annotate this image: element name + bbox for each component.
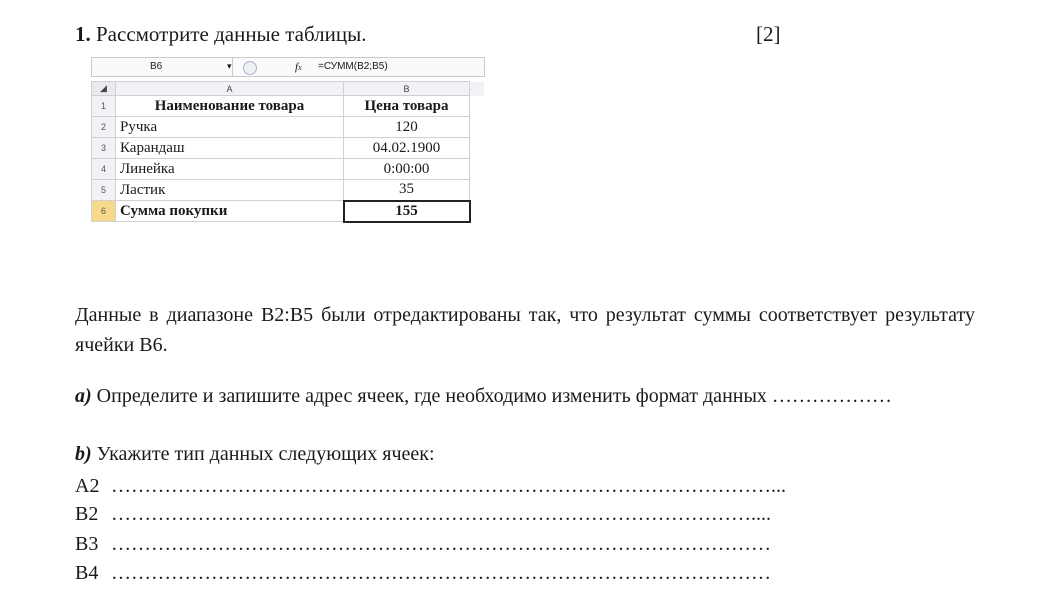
cell-c6 — [470, 201, 484, 222]
row-header[interactable]: 3 — [92, 138, 116, 159]
question-title — [75, 22, 366, 47]
row-header[interactable]: 5 — [92, 180, 116, 201]
question-b-label: b) — [75, 443, 92, 465]
answer-blank[interactable]: ……………………………………………………………………………………… — [111, 562, 771, 584]
answer-line-b2 — [75, 503, 771, 526]
cell-a4[interactable]: Линейка — [116, 159, 344, 180]
name-box[interactable] — [92, 58, 233, 76]
question-text: Рассмотрите данные таблицы. — [96, 22, 367, 46]
cell-a3[interactable]: Карандаш — [116, 138, 344, 159]
cell-c2 — [470, 117, 484, 138]
row-header[interactable]: 4 — [92, 159, 116, 180]
table-row — [92, 138, 484, 159]
table-row — [92, 201, 484, 222]
cell-b1[interactable]: Цена товара — [344, 96, 470, 117]
chevron-down-icon[interactable]: ▾ — [227, 61, 232, 71]
answer-label: B4 — [75, 562, 99, 584]
table-row — [92, 96, 484, 117]
column-header-b[interactable]: B — [344, 82, 470, 96]
cell-c5 — [470, 180, 484, 201]
formula-text[interactable]: =СУММ(B2;B5) — [318, 61, 388, 72]
cell-b4[interactable]: 0:00:00 — [344, 159, 470, 180]
question-b — [75, 443, 435, 466]
cell-c1 — [470, 96, 484, 117]
answer-label: B3 — [75, 533, 99, 555]
cell-c4 — [470, 159, 484, 180]
question-b-text: Укажите тип данных следующих ячеек: — [91, 443, 435, 465]
answer-blank[interactable]: ……………………………………………………………………………………… — [111, 533, 771, 555]
table-row — [92, 159, 484, 180]
cell-c3 — [470, 138, 484, 159]
answer-line-b3 — [75, 533, 771, 556]
table-row — [92, 180, 484, 201]
answer-line-a2 — [75, 475, 786, 498]
question-a-label: a) — [75, 385, 92, 407]
cell-a2[interactable]: Ручка — [116, 117, 344, 138]
question-a-text: Определите и запишите адрес ячеек, где необходимо изменить формат данных ……………… — [91, 385, 892, 407]
column-header-row — [92, 82, 484, 96]
cell-b2[interactable]: 120 — [344, 117, 470, 138]
column-header-a[interactable]: A — [116, 82, 344, 96]
question-a — [75, 385, 892, 408]
name-box-value: B6 — [150, 61, 163, 72]
spreadsheet-grid — [91, 81, 484, 223]
row-header[interactable]: 2 — [92, 117, 116, 138]
cell-b5[interactable]: 35 — [344, 180, 470, 201]
question-number: 1. — [75, 22, 91, 46]
column-header-c — [470, 82, 484, 96]
cell-a5[interactable]: Ластик — [116, 180, 344, 201]
row-header[interactable]: 1 — [92, 96, 116, 117]
formula-bar — [91, 57, 485, 77]
formula-button-icon[interactable] — [243, 61, 257, 75]
answer-label: A2 — [75, 475, 100, 497]
function-icon[interactable]: fx — [295, 61, 302, 73]
table-row — [92, 117, 484, 138]
row-header-selected[interactable]: 6 — [92, 201, 116, 222]
cell-b3[interactable]: 04.02.1900 — [344, 138, 470, 159]
cell-b6-active[interactable]: 155 — [344, 201, 470, 222]
answer-blank[interactable]: …………………………………………………………………………………….... — [111, 503, 771, 525]
task-paragraph: Данные в диапазоне B2:B5 были отредактированы так, что результат суммы соответствует результату ячейки B6. — [75, 304, 975, 356]
answer-label: B2 — [75, 503, 99, 525]
answer-line-b4 — [75, 562, 771, 585]
select-all-corner[interactable]: ◢ — [92, 82, 116, 96]
answer-blank[interactable]: ………………………………………………………………………………………... — [111, 475, 786, 497]
spreadsheet-snippet — [91, 52, 485, 234]
points-badge: [2] — [756, 22, 781, 46]
cell-a1[interactable]: Наименование товара — [116, 96, 344, 117]
cell-a6[interactable]: Сумма покупки — [116, 201, 344, 222]
